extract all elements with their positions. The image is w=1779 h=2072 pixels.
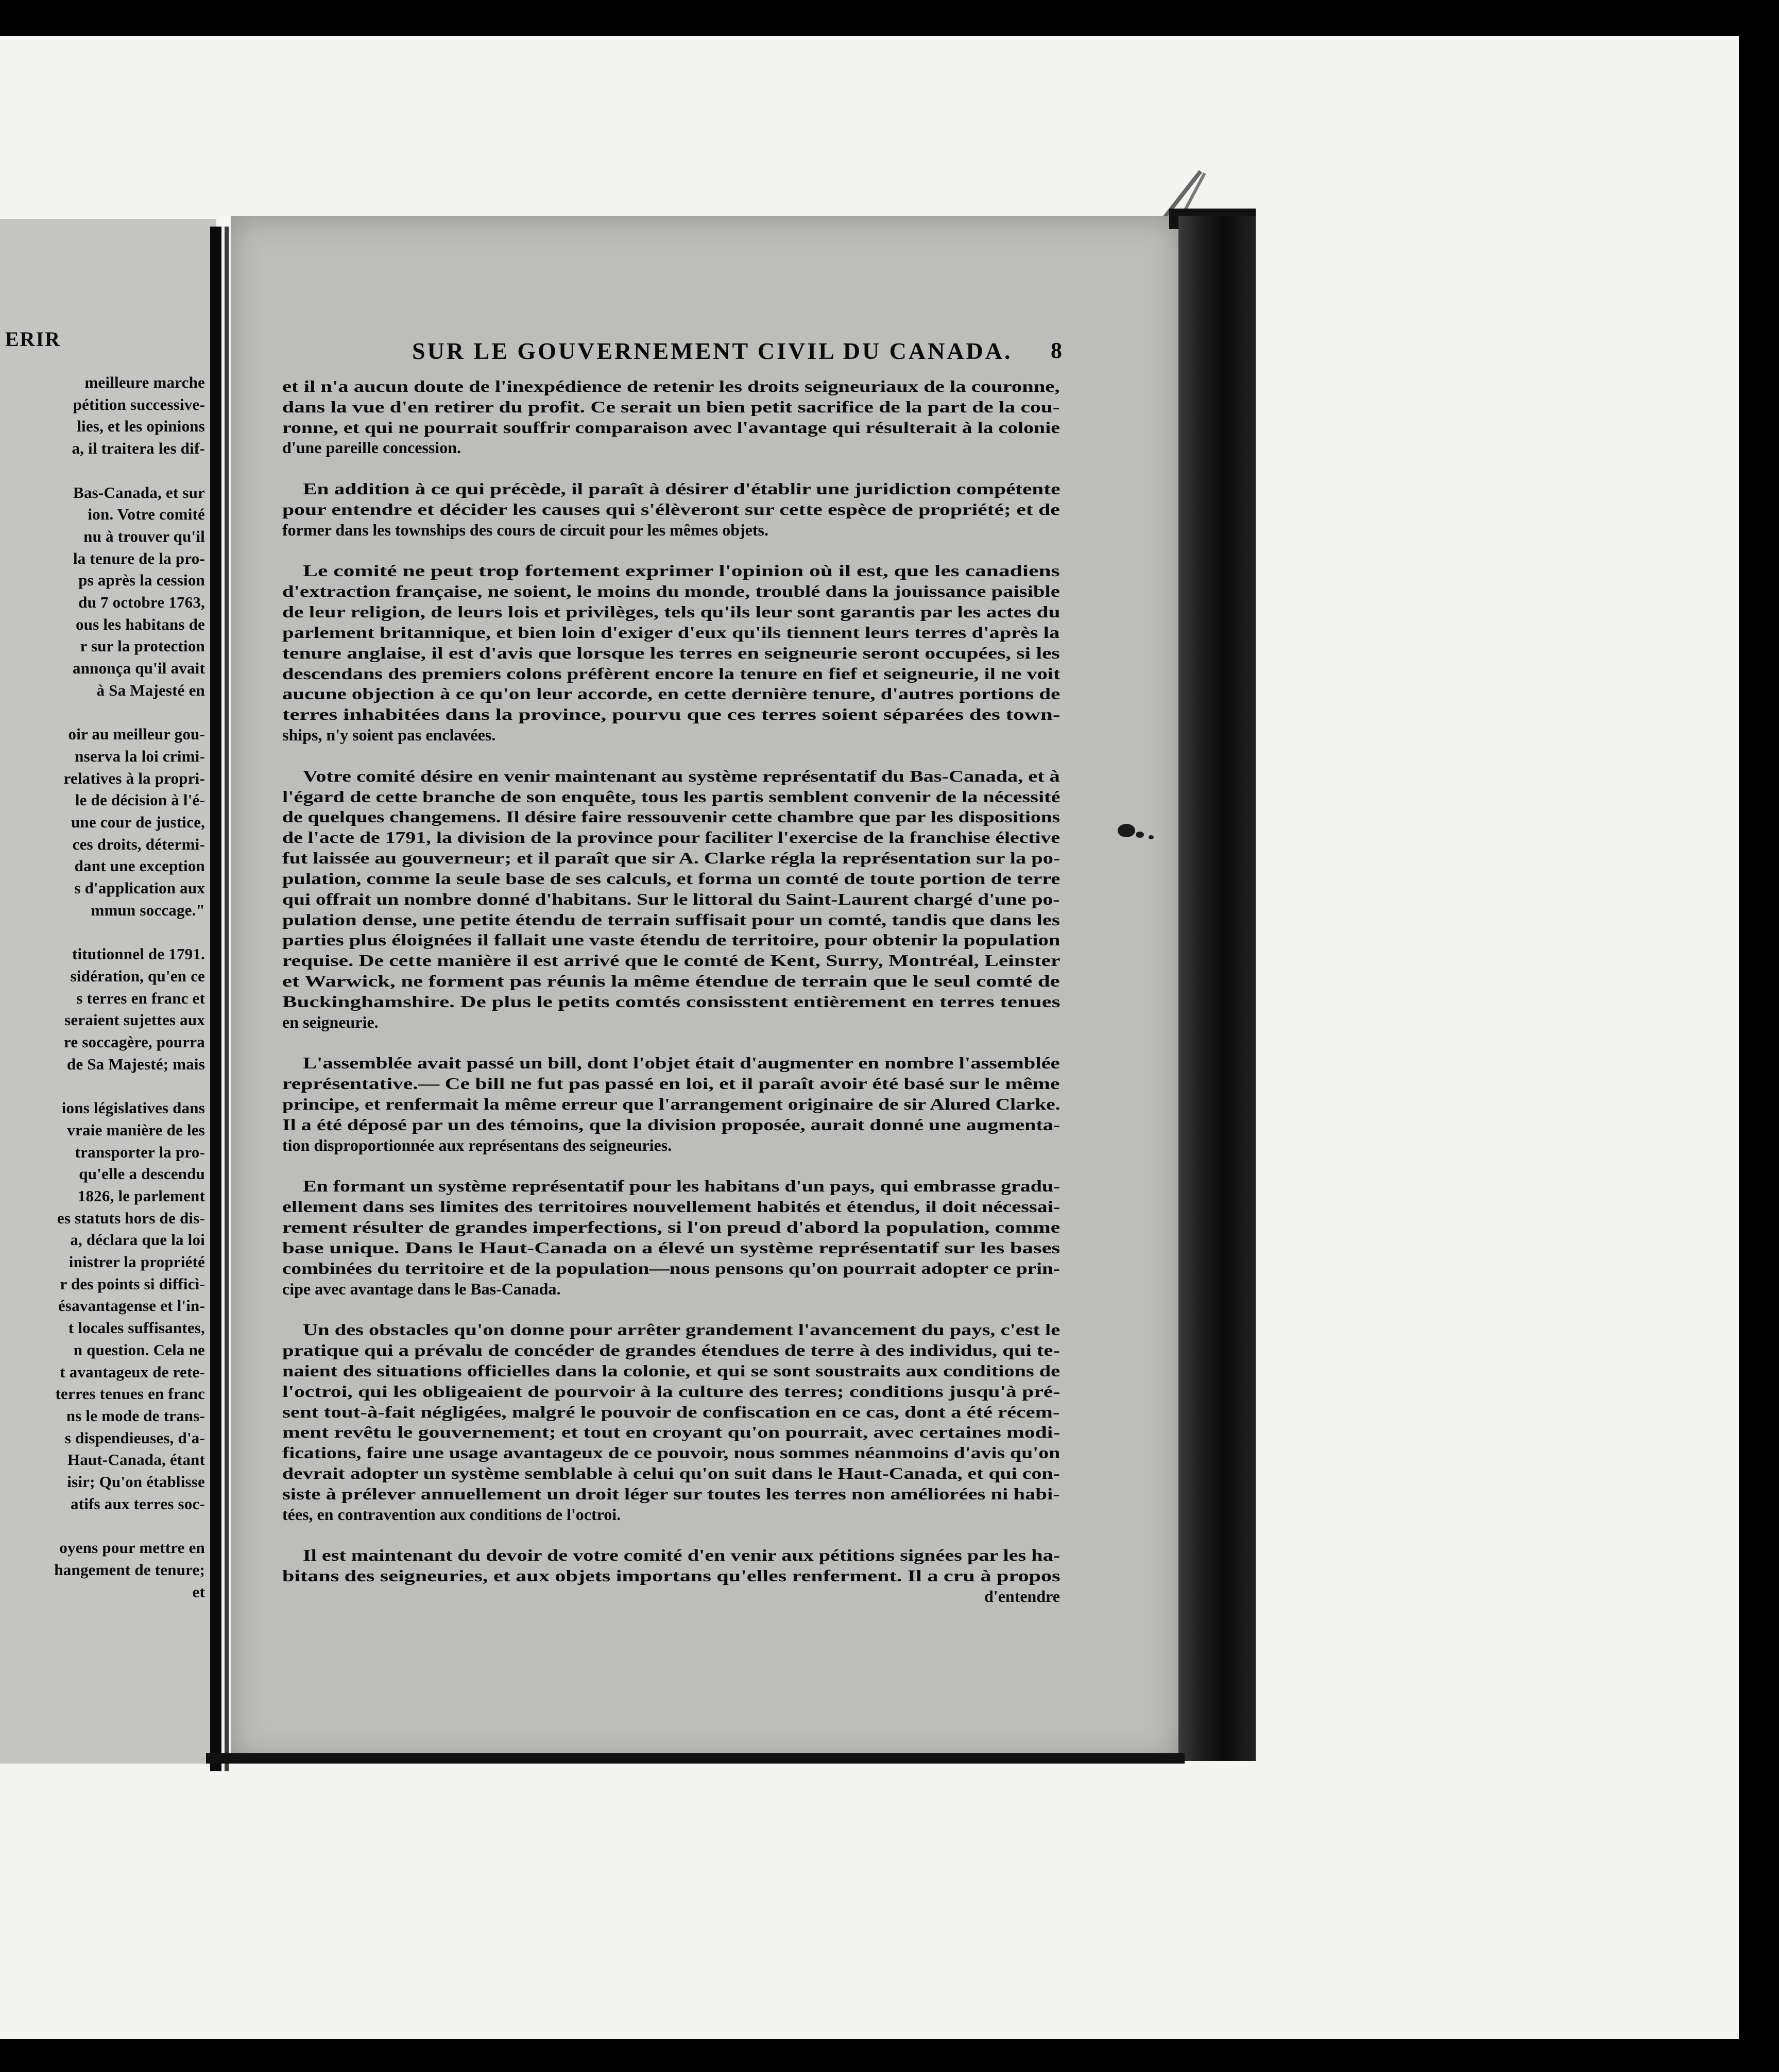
left-page-line: oyens pour mettre en [59, 1539, 205, 1557]
body-line: En formant un système représentatif pour les habitans d'un pays, qui embrasse gradu- [303, 1177, 1060, 1195]
body-line: tion disproportionnée aux représentans des seigneuries. [282, 1136, 672, 1154]
left-page-line: n question. Cela ne [73, 1340, 205, 1359]
left-page-line: atifs aux terres soc- [70, 1494, 205, 1513]
body-line: d'entendre [984, 1587, 1060, 1605]
body-line: d'une pareille concession. [282, 438, 461, 457]
left-page-line: vraie manière de les [67, 1120, 205, 1139]
left-page-line: t locales suffisantes, [68, 1319, 205, 1337]
body-line: d'extraction française, ne soient, le moins du monde, troublé dans la jouissance paisible [282, 582, 1060, 600]
left-page-heading: ERIR [5, 327, 61, 351]
left-page-line: transporter la pro- [75, 1143, 205, 1161]
left-page-line: et [192, 1582, 205, 1601]
book-cover-edge [1178, 216, 1256, 1761]
left-page-line: isir; Qu'on établisse [67, 1473, 205, 1491]
left-page [0, 219, 216, 1764]
body-line: qui offrait un nombre donné d'habitans. Sur le littoral du Saint-Laurent chargé d'une po- [282, 890, 1060, 908]
body-line: pulation dense, une petite étendu de terrain suffisait pour un comté, tandis que dans les [282, 910, 1060, 929]
body-line: Il est maintenant du devoir de votre comité d'en venir aux pétitions signées par les ha- [303, 1546, 1060, 1564]
body-line: pulation, comme la seule base de ses calculs, et forma un comté de toute portion de terre [282, 869, 1060, 888]
left-page-line: la tenure de la pro- [73, 549, 205, 567]
body-line: en seigneurie. [282, 1013, 379, 1031]
body-line: ships, n'y soient pas enclavées. [282, 726, 496, 744]
left-page-line: le de décision à l'é- [75, 791, 205, 809]
body-line: devrait adopter un système semblable à celui qu'on suit dans le Haut-Canada, et qui con- [282, 1464, 1060, 1482]
left-page-line: meilleure marche [84, 373, 205, 391]
left-page-line: ion. Votre comité [88, 505, 205, 524]
left-page-line: 1826, le parlement [77, 1186, 205, 1205]
body-line: et il n'a aucun doute de l'inexpédience de retenir les droits seigneuriaux de la couronne, [282, 377, 1060, 395]
body-line: Un des obstacles qu'on donne pour arrêter grandement l'avancement du pays, c'est le [303, 1320, 1060, 1339]
page-number: 8 [1051, 338, 1062, 363]
left-page-line: inistrer la propriété [69, 1253, 205, 1271]
body-line: descendans des premiers colons préfèrent encore la tenure en fief et seigneurie, il ne voit [282, 664, 1060, 683]
body-line: fut laissée au gouverneur; et il paraît que sir A. Clarke régla la représentation sur la po- [282, 849, 1060, 867]
left-page-line: terres tenues en franc [55, 1385, 205, 1403]
body-line: combinées du territoire et de la population—nous pensons qu'on pourrait adopter ce prin- [282, 1259, 1060, 1277]
left-page-line: s d'application aux [74, 879, 205, 897]
left-page-line: a, déclara que la loi [70, 1231, 205, 1249]
left-page-line: du 7 octobre 1763, [78, 593, 205, 611]
body-line: ment revêtu le gouvernement; et tout en croyant qu'on pourrait, avec certaines modi- [282, 1423, 1060, 1441]
body-line: bitans des seigneuries, et aux objets importans qu'elles renferment. Il a cru à propos [282, 1566, 1060, 1585]
body-line: siste à prélever annuellement un droit léger sur toutes les terres non améliorées ni habi- [282, 1484, 1060, 1503]
body-line: sent tout-à-fait négligées, malgré le pouvoir de confiscation en ce cas, dont a été récem- [282, 1403, 1060, 1421]
body-line: tenure anglaise, il est d'avis que lorsque les terres en seigneurie seront occupées, si les [282, 644, 1060, 662]
body-line: et Warwick, ne forment pas réunis la même étendue de terrain que le seul comté de [282, 972, 1060, 990]
left-page-line: t avantageux de rete- [60, 1362, 205, 1381]
scan-frame-top [0, 0, 1779, 36]
body-line: ronne, et qui ne pourrait souffrir comparaison avec l'avantage qui résulterait à la colonie [282, 418, 1060, 437]
left-page-line: nserva la loi crimi- [75, 747, 205, 765]
left-page-line: qu'elle a descendu [79, 1165, 205, 1183]
body-line: Votre comité désire en venir maintenant au système représentatif du Bas-Canada, et à [303, 767, 1060, 785]
left-page-line: Bas-Canada, et sur [73, 483, 205, 502]
body-line: L'assemblée avait passé un bill, dont l'objet était d'augmenter en nombre l'assemblée [303, 1054, 1060, 1072]
body-line: tées, en contravention aux conditions de l'octroi. [282, 1505, 621, 1524]
body-line: de quelques changemens. Il désire faire ressouvenir cette chambre que par les dispositions [282, 807, 1060, 826]
body-line: Buckinghamshire. De plus le petits comtés consisstent entièrement en terres tenues [282, 992, 1060, 1011]
body-line: terres inhabitées dans la province, pourvu que ces terres soient séparées des town- [282, 705, 1060, 723]
left-page-line: de Sa Majesté; mais [66, 1055, 205, 1073]
left-page-line: sidération, qu'en ce [70, 966, 205, 985]
left-page-line: s dispendieuses, d'a- [64, 1428, 205, 1447]
body-line: de l'acte de 1791, la division de la province pour faciliter l'exercise de la franchise élective [282, 828, 1060, 847]
body-line: Il a été déposé par un des témoins, que la division proposée, aurait donné une augmenta- [282, 1115, 1060, 1134]
left-page-line: r sur la protection [80, 637, 205, 655]
body-line: Le comité ne peut trop fortement exprimer l'opinion où il est, que les canadiens [303, 561, 1060, 580]
body-line: dans la vue d'en retirer du profit. Ce serait un bien petit sacrifice de la part de la cou- [282, 398, 1060, 416]
left-page-line: ps après la cession [78, 571, 205, 590]
left-page-line: ésavantagense et l'in- [58, 1297, 205, 1315]
left-page-line: ions législatives dans [61, 1099, 205, 1117]
left-page-line: seraient sujettes aux [64, 1011, 205, 1029]
body-line: ellement dans ses limites des territoires nouvellement habités et étendus, il doit nécessai- [282, 1197, 1060, 1216]
scan-frame-right [1739, 0, 1779, 2072]
page-header [412, 337, 1076, 368]
left-page-line: r des points si difficì- [60, 1274, 205, 1293]
body-line: aucune objection à ce qu'on leur accorde, en cette dernière tenure, d'autres portions de [282, 684, 1060, 703]
left-page-line: titutionnel de 1791. [72, 945, 205, 963]
left-page-line: à Sa Majesté en [96, 681, 205, 699]
left-page-line: nu à trouver qu'il [83, 527, 205, 545]
body-line: cipe avec avantage dans le Bas-Canada. [282, 1280, 561, 1298]
body-line: En addition à ce qui précède, il paraît à désirer d'établir une juridiction compétente [303, 479, 1060, 498]
left-page-line: une cour de justice, [71, 813, 205, 831]
ink-blot [1149, 835, 1154, 839]
body-line: l'égard de cette branche de son enquête, tous les partis semblent convenir de la nécessité [282, 787, 1060, 806]
body-line: former dans les townships des cours de circuit pour les mêmes objets. [282, 521, 768, 539]
gutter-edge [225, 227, 229, 1771]
ink-blot [1118, 824, 1135, 837]
body-line: base unique. Dans le Haut-Canada on a élevé un système représentatif sur les bases [282, 1238, 1060, 1257]
left-page-line: re soccagère, pourra [63, 1033, 205, 1051]
left-page-line: relatives à la propri- [63, 769, 205, 787]
body-line: requise. De cette manière il est arrivé que le comté de Kent, Surry, Montréal, Leinster [282, 951, 1060, 970]
page-bottom-edge [206, 1753, 1185, 1764]
body-line: parlement britannique, et bien loin d'exiger d'eux qu'ils tiennent leurs terres d'après la [282, 623, 1060, 642]
scan-frame-bottom [0, 2039, 1779, 2072]
left-page-line: ous les habitans de [75, 615, 205, 633]
left-page-line: ces droits, détermi- [72, 835, 205, 853]
left-page-line: annonça qu'il avait [72, 659, 205, 678]
left-page-line: a, il traitera les dif- [72, 439, 205, 458]
body-line: pratique qui a prévalu de concéder de grandes étendues de terre à des individus, qui te- [282, 1341, 1060, 1359]
body-line: de leur religion, de leurs lois et privilèges, tels qu'ils leur sont garantis par les actes du [282, 602, 1060, 621]
body-line: représentative.— Ce bill ne fut pas passé en loi, et il paraît avoir été basé sur le même [282, 1074, 1060, 1093]
left-page-line: pétition successive- [73, 395, 205, 413]
body-line: naient des situations officielles dans la colonie, et qui se sont soustraits aux conditions de [282, 1361, 1060, 1380]
left-page-line: hangement de tenure; [54, 1560, 205, 1579]
body-line: pour entendre et décider les causes qui s'élèveront sur cette espèce de propriété; et de [282, 500, 1060, 519]
left-page-line: dant une exception [74, 857, 205, 875]
left-page-line: Haut-Canada, étant [67, 1451, 205, 1469]
left-page-line: s terres en franc et [76, 989, 205, 1007]
left-page-line: oir au meilleur gou- [68, 725, 205, 744]
body-line: principe, et renfermait la même erreur que l'arrangement originaire de sir Alured Clarke. [282, 1095, 1060, 1113]
body-line: rement résulter de grandes imperfections, si l'on preud d'abord la population, comme [282, 1218, 1060, 1236]
left-page-line: ns le mode de trans- [66, 1406, 205, 1425]
left-page-line: mmun soccage." [91, 901, 205, 919]
body-line: fications, faire une usage avantageux de ce pouvoir, nous sommes néanmoins d'avis qu'on [282, 1443, 1060, 1462]
left-page-line: lies, et les opinions [77, 417, 205, 436]
gutter-shadow [210, 227, 221, 1771]
ink-blot [1136, 832, 1144, 838]
body-line: parties plus éloignées il fallait une vaste étendu de territoire, pour obtenir la population [282, 930, 1060, 949]
running-head: SUR LE GOUVERNEMENT CIVIL DU CANADA. [412, 338, 1013, 364]
left-page-line: es statuts hors de dis- [57, 1208, 205, 1227]
body-line: l'octroi, qui les obligeaient de pourvoir à la culture des terres; conditions jusqu'à pré- [282, 1382, 1060, 1401]
